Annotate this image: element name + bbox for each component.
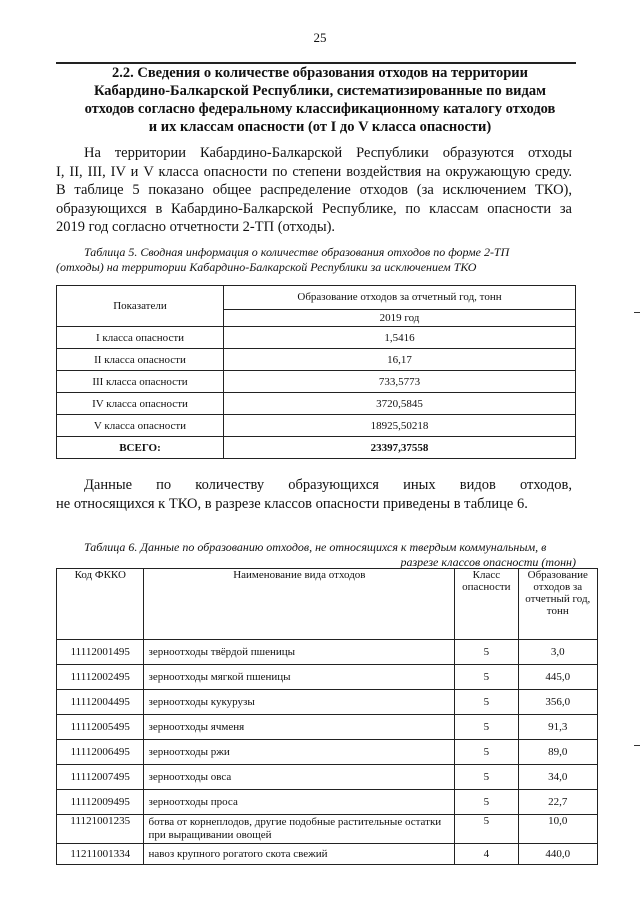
table5-row-value: 16,17 — [224, 349, 576, 371]
table5-header-indicator: Показатели — [57, 286, 224, 327]
table6-code: 11112007495 — [57, 765, 144, 790]
table6-name: ботва от корнеплодов, другие подобные растительные остатки при выращивании овощей — [144, 815, 455, 844]
heading-line: 2.2. Сведения о количестве образования отходов на территории — [111, 65, 529, 81]
table6-class: 5 — [455, 640, 518, 665]
table6-amount: 445,0 — [518, 665, 597, 690]
paragraph-line: I, II, III, IV и V класса опасности по степени воздействия на окружающую среду. — [56, 163, 572, 180]
table6-header-amount: Образование отходов за отчетный год, тонн — [518, 569, 597, 640]
heading-line: Кабардино-Балкарской Республики, систематизированные по видам — [93, 83, 546, 99]
section-heading — [60, 64, 580, 136]
table5 — [56, 285, 576, 459]
table6-header-name: Наименование вида отходов — [144, 569, 455, 640]
table5-row-value: 3720,5845 — [224, 393, 576, 415]
table6-caption — [56, 540, 576, 570]
table6-name: зерноотходы кукурузы — [144, 690, 455, 715]
table6-header-class: Класс опасности — [455, 569, 518, 640]
heading-line: отходов согласно федеральному классификационному каталогу отходов — [84, 101, 556, 117]
caption-line: (отходы) на территории Кабардино-Балкарской Республики за исключением ТКО — [56, 260, 477, 274]
table6-class: 4 — [455, 844, 518, 865]
table6-name: зерноотходы твёрдой пшеницы — [144, 640, 455, 665]
table-row — [57, 371, 576, 393]
table5-caption — [56, 245, 576, 275]
table6-code: 11112006495 — [57, 740, 144, 765]
table-row — [57, 665, 598, 690]
paragraph-line: В таблице 5 показано общее распределение отходов (за исключением ТКО), — [56, 182, 572, 198]
table6-amount: 22,7 — [518, 790, 597, 815]
table-row — [57, 765, 598, 790]
paragraph-line: образующихся в Кабардино-Балкарской Республике, по классам опасности за — [56, 200, 572, 217]
table5-total-label: ВСЕГО: — [57, 437, 224, 459]
table6-code: 11112004495 — [57, 690, 144, 715]
table-row — [57, 349, 576, 371]
page-number: 25 — [313, 30, 327, 45]
caption-line: разрезе классов опасности (тонн) — [400, 555, 576, 569]
table6-code: 11121001235 — [57, 815, 144, 844]
table5-row-label: III класса опасности — [57, 371, 224, 393]
table-row — [57, 327, 576, 349]
paragraph-line: Данные по количеству образующихся иных видов отходов, — [84, 477, 572, 493]
paragraph-line: 2019 год согласно отчетности 2-ТП (отходы). — [56, 219, 336, 235]
paragraph-line: не относящихся к ТКО, в разрезе классов опасности приведены в таблице 6. — [56, 495, 528, 512]
table5-row-value: 733,5773 — [224, 371, 576, 393]
table6-amount: 89,0 — [518, 740, 597, 765]
heading-line: и их классам опасности (от I до V класса опасности) — [148, 119, 492, 135]
table5-row-label: V класса опасности — [57, 415, 224, 437]
table6-class: 5 — [455, 665, 518, 690]
table-row — [57, 690, 598, 715]
table-row — [57, 415, 576, 437]
table6-name: зерноотходы мягкой пшеницы — [144, 665, 455, 690]
table6-amount: 10,0 — [518, 815, 597, 844]
table5-row-label: II класса опасности — [57, 349, 224, 371]
table-row-total — [57, 437, 576, 459]
table6-name: зерноотходы ржи — [144, 740, 455, 765]
table-row — [57, 740, 598, 765]
table5-row-value: 18925,50218 — [224, 415, 576, 437]
scan-edge-mark — [634, 312, 640, 313]
table6-class: 5 — [455, 690, 518, 715]
table6-amount: 91,3 — [518, 715, 597, 740]
table-row — [57, 790, 598, 815]
table6-code: 11112001495 — [57, 640, 144, 665]
table-row — [57, 715, 598, 740]
table-row — [57, 640, 598, 665]
table5-row-label: IV класса опасности — [57, 393, 224, 415]
table6-code: 11112009495 — [57, 790, 144, 815]
table6-name: навоз крупного рогатого скота свежий — [144, 844, 455, 865]
table5-row-value: 1,5416 — [224, 327, 576, 349]
table6-amount: 3,0 — [518, 640, 597, 665]
table6 — [56, 568, 598, 865]
paragraph-line: На территории Кабардино-Балкарской Республики образуются отходы — [84, 145, 572, 161]
table5-total-value: 23397,37558 — [224, 437, 576, 459]
table6-class: 5 — [455, 790, 518, 815]
table6-name: зерноотходы овса — [144, 765, 455, 790]
table-row — [57, 815, 598, 844]
table6-name: зерноотходы проса — [144, 790, 455, 815]
table6-amount: 356,0 — [518, 690, 597, 715]
table6-name: зерноотходы ячменя — [144, 715, 455, 740]
caption-line: Таблица 6. Данные по образованию отходов, не относящихся к твердым коммунальным, в — [84, 540, 547, 554]
paragraph-table6-intro — [56, 476, 572, 513]
scan-edge-mark — [634, 745, 640, 746]
table-row — [57, 844, 598, 865]
table5-header-year: 2019 год — [224, 309, 576, 326]
table6-header-code: Код ФККО — [57, 569, 144, 640]
paragraph-intro — [56, 144, 572, 237]
table6-class: 5 — [455, 715, 518, 740]
table6-code: 11211001334 — [57, 844, 144, 865]
caption-line: Таблица 5. Сводная информация о количестве образования отходов по форме 2-ТП — [84, 245, 510, 259]
table5-header-amount: Образование отходов за отчетный год, тонн — [224, 286, 576, 310]
table6-class: 5 — [455, 740, 518, 765]
table6-code: 11112002495 — [57, 665, 144, 690]
table6-amount: 34,0 — [518, 765, 597, 790]
table6-code: 11112005495 — [57, 715, 144, 740]
table6-class: 5 — [455, 815, 518, 844]
table6-class: 5 — [455, 765, 518, 790]
table6-amount: 440,0 — [518, 844, 597, 865]
table-row — [57, 393, 576, 415]
table5-row-label: I класса опасности — [57, 327, 224, 349]
